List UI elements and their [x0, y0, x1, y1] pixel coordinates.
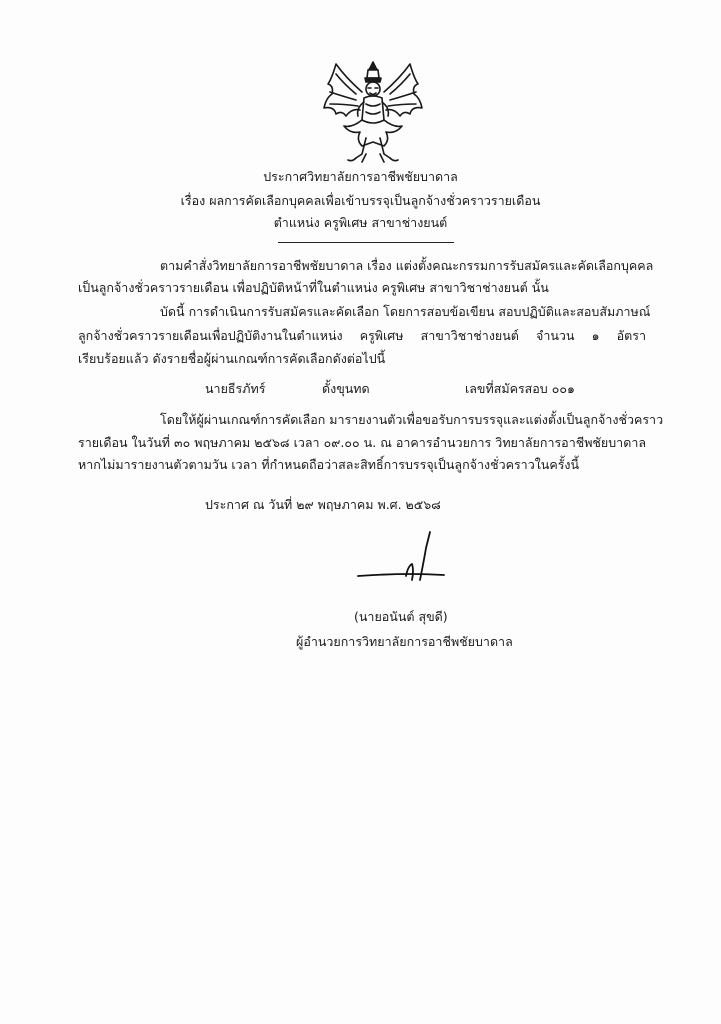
paragraph-2-line-3: เรียบร้อยแล้ว ดังรายชื่อผู้ผ่านเกณฑ์การคัดเลือกดังต่อไปนี้ — [78, 351, 386, 366]
candidate-exam-number: เลขที่สมัครสอบ ๐๐๑ — [465, 381, 575, 396]
announcement-title: ประกาศวิทยาลัยการอาชีพชัยบาดาล — [263, 169, 458, 184]
subject-line: เรื่อง ผลการคัดเลือกบุคคลเพื่อเข้าบรรจุเป็นลูกจ้างชั่วคราวรายเดือน — [180, 193, 541, 208]
paragraph-3-line-1: โดยให้ผู้ผ่านเกณฑ์การคัดเลือก มารายงานตัวเพื่อขอรับการบรรจุและแต่งตั้งเป็นลูกจ้างชั่วคราว — [160, 412, 664, 427]
announced-date: ประกาศ ณ วันที่ ๒๙ พฤษภาคม พ.ศ. ๒๕๖๘ — [205, 497, 441, 512]
candidate-last-name: ดั้งขุนทด — [322, 381, 370, 396]
signer-title: ผู้อำนวยการวิทยาลัยการอาชีพชัยบาดาล — [296, 634, 513, 649]
paragraph-1-line-1: ตามคำสั่งวิทยาลัยการอาชีพชัยบาดาล เรื่อง แต่งตั้งคณะกรรมการรับสมัครและคัดเลือกบุคคล — [160, 258, 654, 273]
signer-name: (นายอนันต์ สุขดี) — [354, 609, 448, 624]
position-line: ตำแหน่ง ครูพิเศษ สาขาช่างยนต์ — [273, 215, 448, 230]
handwritten-signature — [356, 530, 446, 585]
garuda-emblem-icon — [322, 58, 424, 166]
candidate-first-name: นายธีรภัทร์ — [205, 381, 266, 396]
paragraph-2-line-2: ลูกจ้างชั่วคราวรายเดือนเพื่อปฏิบัติงานในตำแหน่ง ครูพิเศษ สาขาวิชาช่างยนต์ จำนวน ๑ อัตรา — [78, 328, 646, 343]
paragraph-3-line-2: รายเดือน ในวันที่ ๓๐ พฤษภาคม ๒๕๖๘ เวลา ๐๙.๐๐ น. ณ อาคารอำนวยการ วิทยาลัยการอาชีพชัยบาดาล — [78, 435, 646, 450]
paragraph-3-line-3: หากไม่มารายงานตัวตามวัน เวลา ที่กำหนดถือว่าสละสิทธิ์การบรรจุเป็นลูกจ้างชั่วคราวในครั้งนี้ — [78, 457, 580, 472]
paragraph-1-line-2: เป็นลูกจ้างชั่วคราวรายเดือน เพื่อปฏิบัติหน้าที่ในตำแหน่ง ครูพิเศษ สาขาวิชาช่างยนต์ นั้น — [78, 280, 549, 295]
header-divider — [278, 242, 454, 243]
paragraph-2-line-1: บัดนี้ การดำเนินการรับสมัครและคัดเลือก โดยการสอบข้อเขียน สอบปฏิบัติและสอบสัมภาษณ์ — [160, 304, 651, 319]
